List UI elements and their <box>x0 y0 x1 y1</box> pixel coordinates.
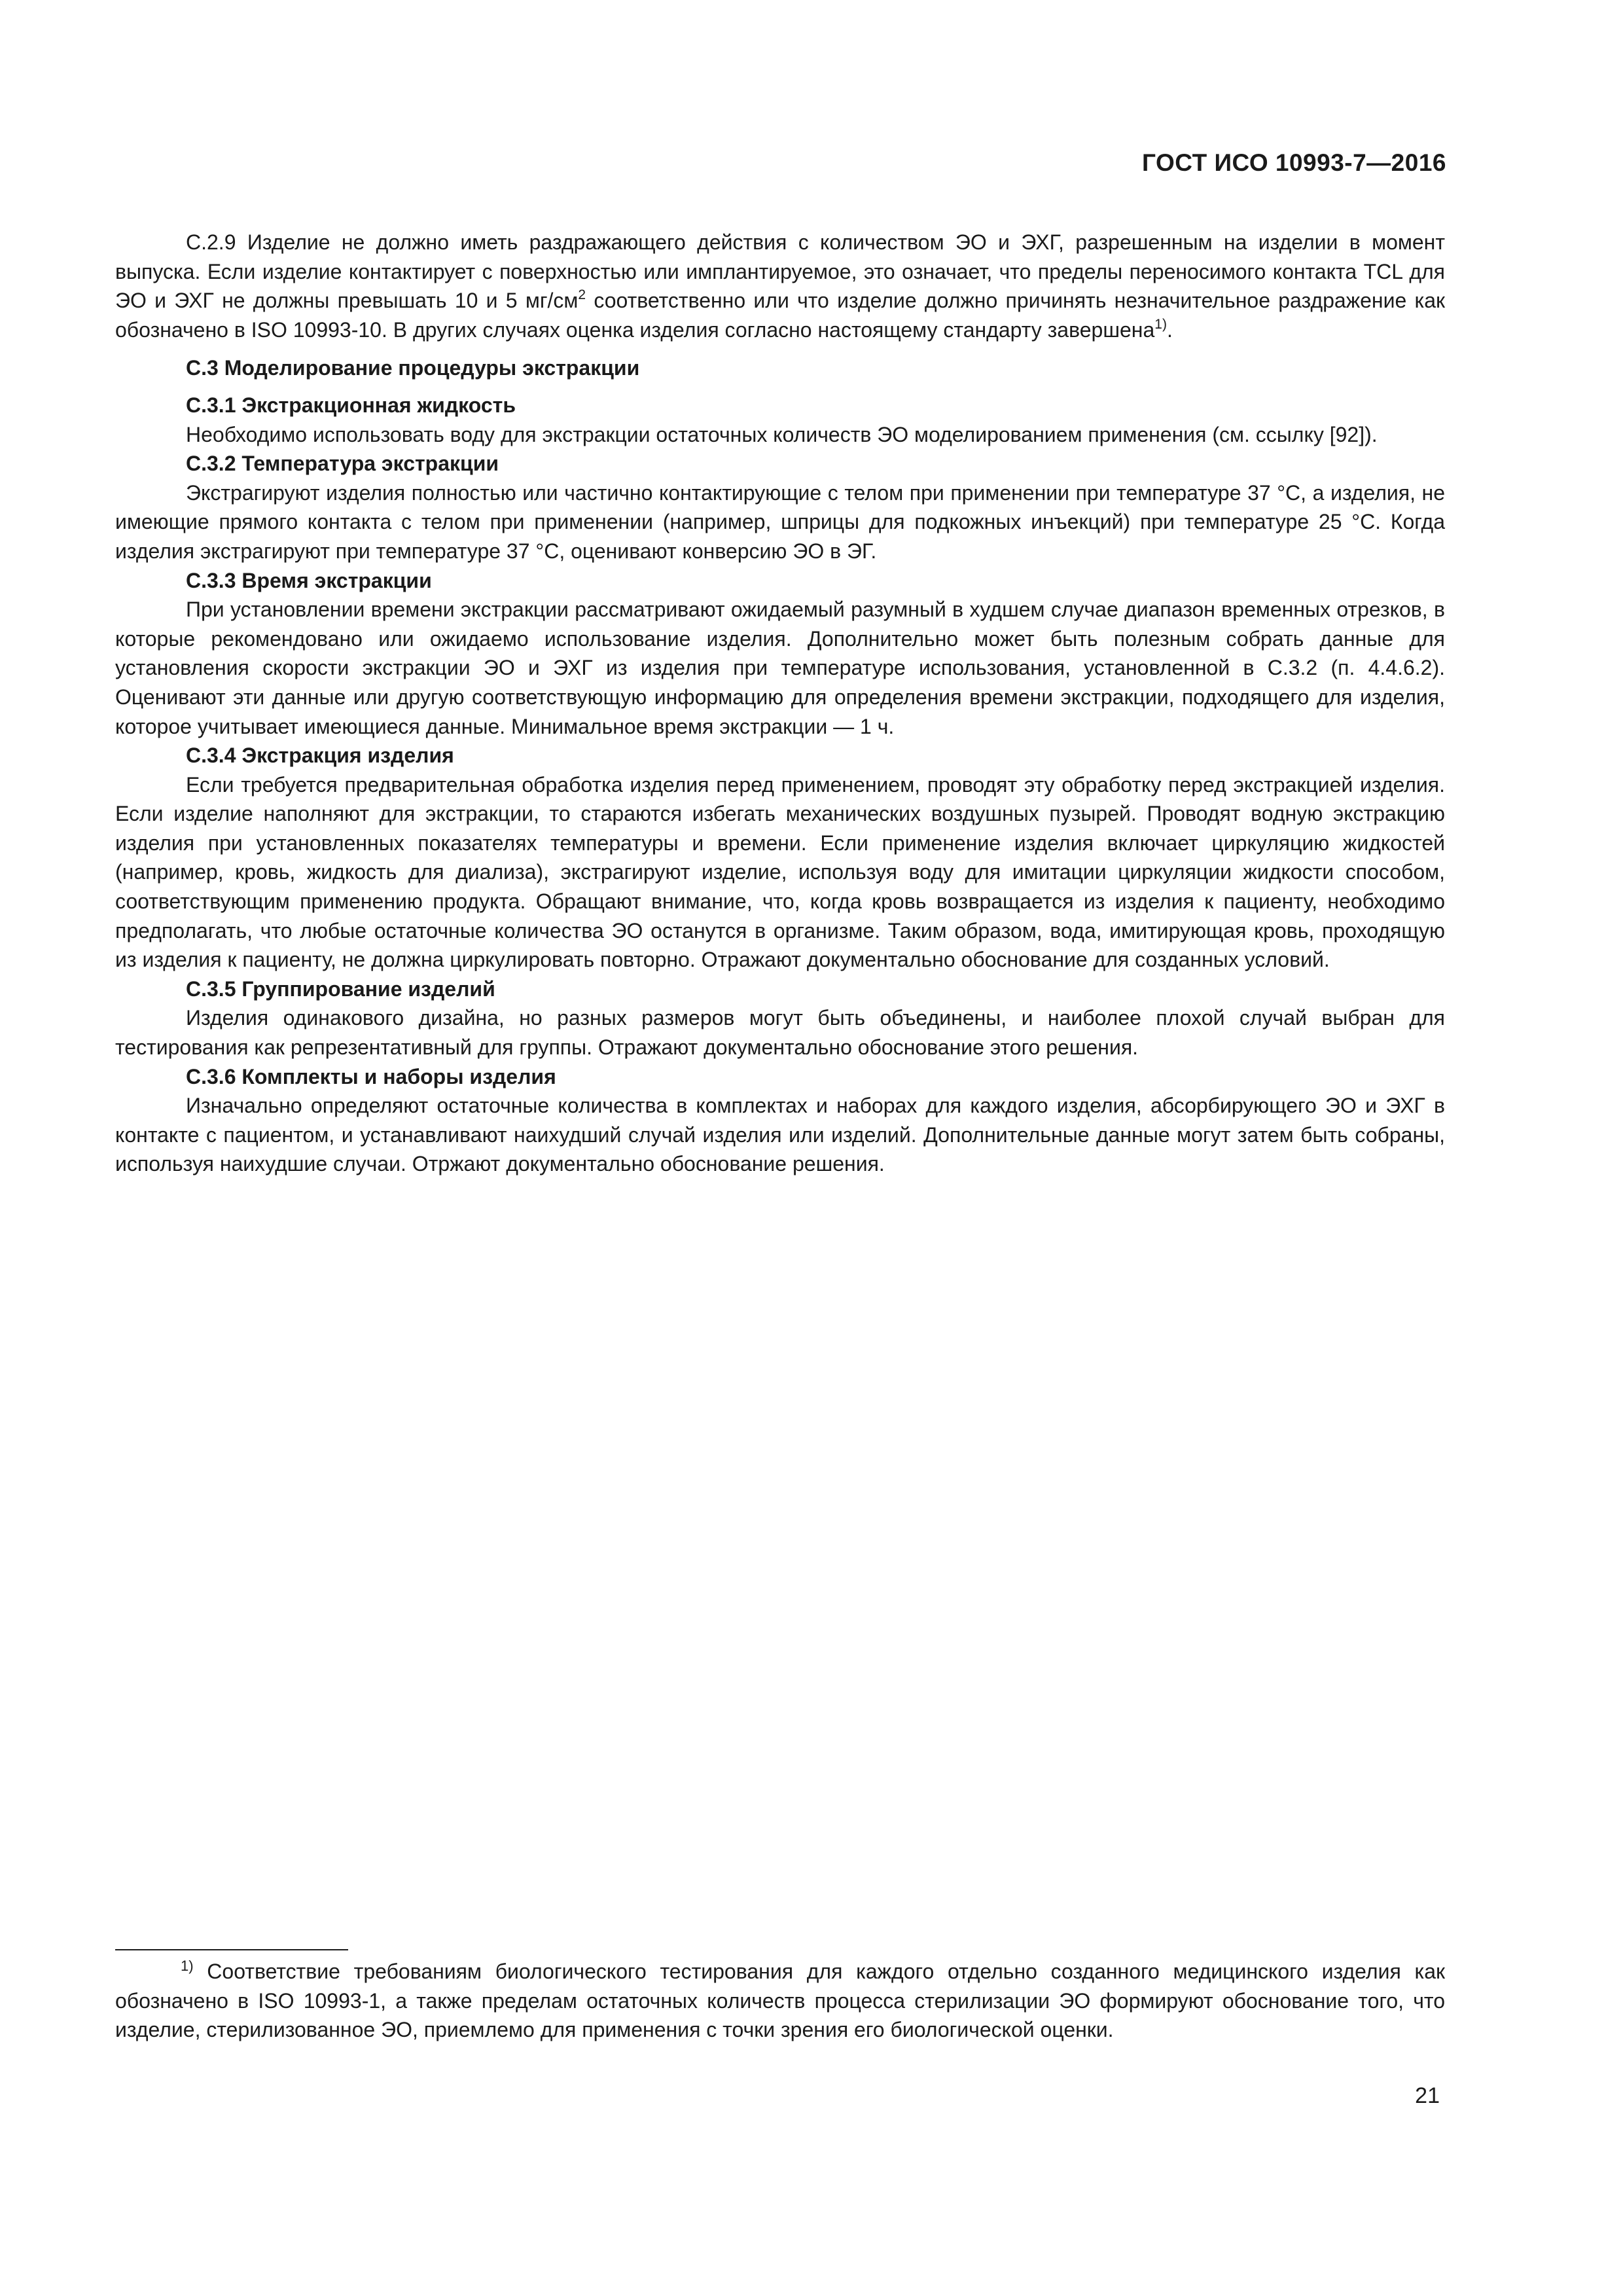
unit-superscript: 2 <box>578 287 586 303</box>
subsection-heading-c-3-2: С.3.2 Температура экстракции <box>186 452 499 476</box>
subsection-heading-c-3-4: С.3.4 Экстракция изделия <box>186 744 454 768</box>
subsection-heading-c-3-5: С.3.5 Группирование изделий <box>186 977 495 1001</box>
paragraph-c-3-4: Если требуется предварительная обработка изделия перед применением, проводят эту обработку перед экстракцией изделия. Если изделие наполняют для экстракции, то стараются избегать механических воздушных пузырей. Проводят водную экстракцию изделия при установленных показателях температуры и времени. Если применение изделия включает циркуляцию жидкостей (например, кровь, жидкость для диализа), экстрагируют изделие, используя воду для имитации циркуляции жидкости способом, соответствующим применению продукта. Обращают внимание, что, когда кровь возвращается из изделия к пациенту, необходимо предполагать, что любые остаточные количества ЭО останутся в организме. Таким образом, вода, имитирующая кровь, проходящую из изделия к пациенту, не должна циркулировать повторно. Отражают документально обоснование для созданных условий. <box>115 772 1445 972</box>
paragraph-c-2-9-text-end: соответственно или что изделие должно причинять незначительное раздражение как обозначено в ISO 10993-10. В других случаях оценка изделия согласно настоящему стандарту завершена <box>115 289 1446 342</box>
page-number: 21 <box>1415 2083 1440 2108</box>
paragraph-c-3-3: При установлении времени экстракции рассматривают ожидаемый разумный в худшем случае диапазон временных отрезков, в которые рекомендовано или ожидаемо использование изделия. Дополнительно может быть полезным собрать данные для установления скорости экстракции ЭО и ЭХГ из изделия при температуре использования, установленной в С.3.2 (п. 4.4.6.2). Оценивают эти данные или другую соответствующую информацию для определения времени экстракции, подходящего для изделия, которое учитывает имеющиеся данные. Минимальное время экстракции — 1 ч. <box>115 598 1445 738</box>
footnote-text: Соответствие требованиям биологического тестирования для каждого отдельно созданного медицинского изделия как обозначено в ISO 10993-1, а также пределам остаточных количеств процесса стерилизации ЭО формируют обоснование того, что изделие, стерилизованное ЭО, приемлемо для применения с точки зрения его биологической оценки. <box>115 1960 1446 2042</box>
subsection-heading-c-3-1: С.3.1 Экстракционная жидкость <box>186 393 516 417</box>
footnote <box>115 1957 1445 2045</box>
footnote-marker: 1) <box>181 1958 194 1974</box>
footnote-separator <box>115 1949 348 1950</box>
section-heading-c-3: С.3 Моделирование процедуры экстракции <box>186 356 640 380</box>
paragraph-c-3-2: Экстрагируют изделия полностью или частично контактирующие с телом при применении при температуре 37 °С, а изделия, не имеющие прямого контакта с телом при применении (например, шприцы для подкожных инъекций) при температуре 25 °С. Когда изделия экстрагируют при температуре 37 °С, оценивают конверсию ЭО в ЭГ. <box>115 480 1445 563</box>
paragraph-c-3-5: Изделия одинакового дизайна, но разных размеров могут быть объединены, и наиболее плохой случай выбран для тестирования как репрезентативный для группы. Отражают документально обоснование этого решения. <box>115 1006 1445 1060</box>
paragraph-c-2-9-text-start: С.2.9 Изделие не должно иметь раздражающего действия с количеством ЭО и ЭХГ, разрешенным на изделии в момент выпуска. Если изделие контактирует с поверхностью или имплантируемое, это означает, что пределы переносимого контакта TCL для ЭО и ЭХГ не должны превышать 10 и 5 мг/см <box>115 230 1445 313</box>
subsection-heading-c-3-6: С.3.6 Комплекты и наборы изделия <box>186 1064 556 1088</box>
paragraph-c-2-9 <box>115 228 1445 344</box>
paragraph-c-2-9-period: . <box>1166 317 1173 342</box>
paragraph-c-3-6: Изначально определяют остаточные количества в комплектах и наборах для каждого изделия, абсорбирующего ЭО и ЭХГ в контакте с пациентом, и устанавливают наихудший случай изделия или изделий. Дополнительные данные могут затем быть собраны, используя наихудшие случаи. Отржают документально обоснование решения. <box>115 1094 1445 1176</box>
document-header-code: ГОСТ ИСО 10993-7—2016 <box>1142 149 1446 176</box>
subsection-heading-c-3-3: С.3.3 Время экстракции <box>186 568 432 592</box>
paragraph-c-3-1: Необходимо использовать воду для экстракции остаточных количеств ЭО моделированием применения (см. ссылку [92]). <box>186 422 1378 446</box>
footnote-reference[interactable]: 1) <box>1154 316 1167 332</box>
document-body <box>115 228 1445 1179</box>
footnote-body <box>115 1957 1445 2045</box>
